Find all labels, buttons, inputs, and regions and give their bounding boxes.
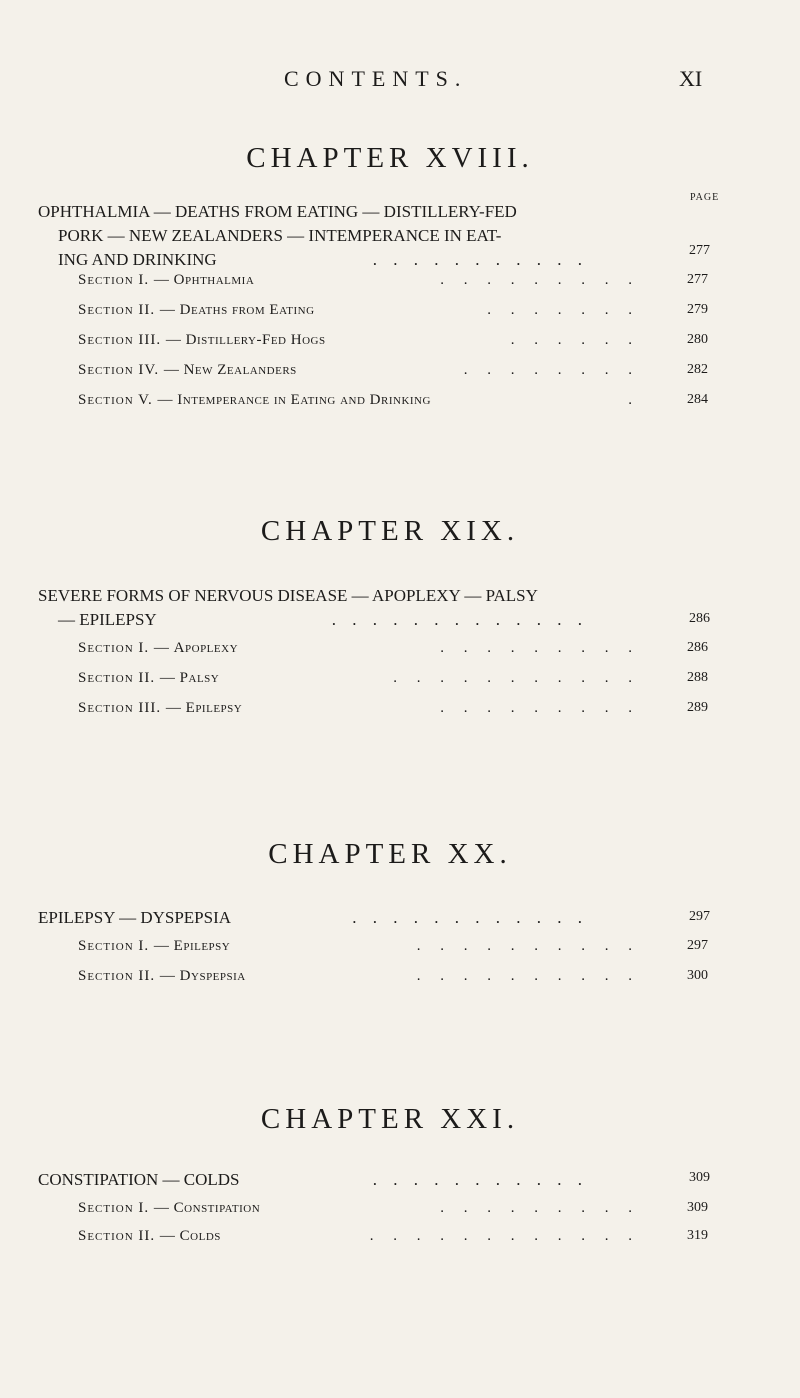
section-page-number: 300 xyxy=(687,968,708,983)
chapter-summary xyxy=(38,584,698,632)
summary-line xyxy=(38,906,698,930)
dot-leader: . . . . . . . . . . . . . xyxy=(331,610,588,629)
chapter-summary xyxy=(38,906,698,930)
section-title: Dyspepsia xyxy=(179,968,246,984)
section-label: Section II. — xyxy=(78,1228,176,1244)
dot-leader: . . . . . . . . . xyxy=(440,1200,640,1216)
toc-entry[interactable] xyxy=(78,302,718,324)
chapter-summary xyxy=(38,1168,698,1192)
section-label: Section III. — xyxy=(78,332,182,348)
page-column-label: PAGE xyxy=(690,192,720,203)
toc-entry[interactable] xyxy=(78,362,718,384)
section-label: Section II. — xyxy=(78,670,176,686)
dot-leader: . . . . . . . . . xyxy=(440,640,640,656)
section-title: New Zealanders xyxy=(183,362,297,378)
section-label: Section I. — xyxy=(78,640,170,656)
dot-leader: . . . . . . . . xyxy=(463,362,640,378)
section-title: Intemperance in Eating and Drinking xyxy=(177,392,431,408)
summary-line-text: CONSTIPATION — COLDS xyxy=(38,1170,240,1189)
section-page-number: 277 xyxy=(687,272,708,287)
dot-leader: . . . . . . . . . . xyxy=(416,938,640,954)
summary-line: SEVERE FORMS OF NERVOUS DISEASE — APOPLEXY — PALSY xyxy=(38,586,538,605)
toc-entry[interactable] xyxy=(78,272,718,294)
chapter-title: CHAPTER XXI. xyxy=(260,1103,520,1135)
section-title: Colds xyxy=(179,1228,221,1244)
toc-entry[interactable] xyxy=(78,1228,718,1250)
section-page-number: 289 xyxy=(687,700,708,715)
summary-page-number: 286 xyxy=(689,611,710,626)
toc-entry[interactable] xyxy=(78,968,718,990)
section-label: Section II. — xyxy=(78,302,176,318)
summary-page-number: 309 xyxy=(689,1170,710,1185)
section-label: Section IV. — xyxy=(78,362,180,378)
section-label: Section III. — xyxy=(78,700,182,716)
dot-leader: . xyxy=(628,392,640,408)
dot-leader: . . . . . . . . . . . xyxy=(372,1170,588,1189)
dot-leader: . . . . . . . . . xyxy=(440,700,640,716)
toc-entry[interactable] xyxy=(78,332,718,354)
dot-leader: . . . . . . . . . . . xyxy=(372,250,588,269)
toc-entry[interactable] xyxy=(78,392,718,414)
summary-line-text: EPILEPSY — DYSPEPSIA xyxy=(38,908,232,927)
section-title: Palsy xyxy=(179,670,220,686)
section-page-number: 284 xyxy=(687,392,708,407)
section-page-number: 280 xyxy=(687,332,708,347)
section-title: Constipation xyxy=(173,1200,261,1216)
dot-leader: . . . . . . . . . . . . xyxy=(352,908,588,927)
toc-entry[interactable] xyxy=(78,700,718,722)
summary-line xyxy=(38,248,698,272)
dot-leader: . . . . . . . xyxy=(487,302,640,318)
toc-entry[interactable] xyxy=(78,640,718,662)
toc-entry[interactable] xyxy=(78,938,718,960)
running-head xyxy=(0,66,800,96)
section-label: Section I. — xyxy=(78,938,170,954)
section-title: Ophthalmia xyxy=(173,272,255,288)
section-page-number: 282 xyxy=(687,362,708,377)
running-head-page-number: XI xyxy=(679,66,703,91)
dot-leader: . . . . . . . . . . xyxy=(416,968,640,984)
section-title: Distillery-Fed Hogs xyxy=(185,332,326,348)
section-page-number: 288 xyxy=(687,670,708,685)
summary-line: OPHTHALMIA — DEATHS FROM EATING — DISTILLERY-FED xyxy=(38,202,517,221)
section-page-number: 297 xyxy=(687,938,708,953)
running-head-title: CONTENTS. xyxy=(284,66,468,91)
section-title: Epilepsy xyxy=(185,700,243,716)
chapter-title: CHAPTER XIX. xyxy=(260,515,520,547)
summary-line xyxy=(38,608,698,632)
section-page-number: 319 xyxy=(687,1228,708,1243)
section-page-number: 279 xyxy=(687,302,708,317)
summary-line-text: ING AND DRINKING xyxy=(58,250,217,269)
section-title: Epilepsy xyxy=(173,938,231,954)
section-label: Section II. — xyxy=(78,968,176,984)
summary-page-number: 297 xyxy=(689,909,710,924)
chapter-title: CHAPTER XVIII. xyxy=(246,142,534,174)
chapter-title: CHAPTER XX. xyxy=(268,838,512,870)
dot-leader: . . . . . . . . . xyxy=(440,272,640,288)
dot-leader: . . . . . . . . . . . xyxy=(393,670,640,686)
dot-leader: . . . . . . xyxy=(510,332,640,348)
chapter-summary xyxy=(38,200,698,272)
section-label: Section V. — xyxy=(78,392,174,408)
section-title: Deaths from Eating xyxy=(179,302,315,318)
summary-line-text: — EPILEPSY xyxy=(58,610,157,629)
summary-page-number: 277 xyxy=(689,243,710,258)
section-page-number: 309 xyxy=(687,1200,708,1215)
section-label: Section I. — xyxy=(78,1200,170,1216)
section-page-number: 286 xyxy=(687,640,708,655)
section-label: Section I. — xyxy=(78,272,170,288)
toc-entry[interactable] xyxy=(78,1200,718,1222)
summary-line: PORK — NEW ZEALANDERS — INTEMPERANCE IN EAT- xyxy=(58,226,502,245)
section-title: Apoplexy xyxy=(173,640,239,656)
toc-entry[interactable] xyxy=(78,670,718,692)
dot-leader: . . . . . . . . . . . . xyxy=(369,1228,640,1244)
summary-line xyxy=(38,1168,698,1192)
